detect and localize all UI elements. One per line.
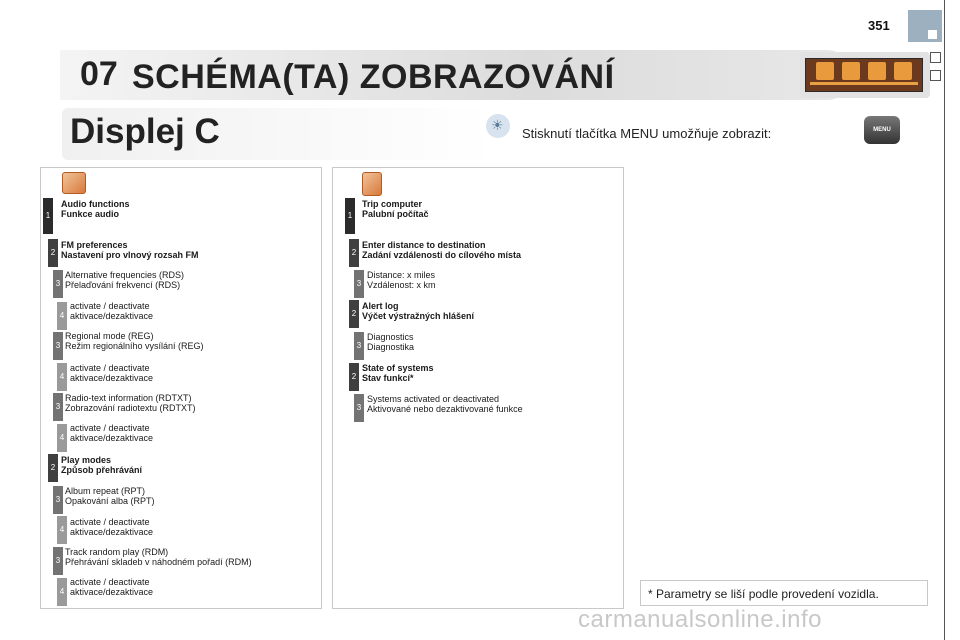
menu-item-alert-log: Alert log Výčet výstražných hlášení xyxy=(362,301,475,321)
level-marker: 4 xyxy=(57,424,67,452)
menu-item-systems-status: Systems activated or deactivated Aktivované nebo dezaktivované funkce xyxy=(367,394,523,414)
watermark: carmanualsonline.info xyxy=(578,606,822,633)
level-marker: 1 xyxy=(43,198,53,234)
trip-icon xyxy=(894,62,912,80)
vehicle-icon xyxy=(868,62,886,80)
menu-item-regional-mode: Regional mode (REG) Režim regionálního vysílání (REG) xyxy=(65,331,204,351)
display-strip xyxy=(810,82,918,85)
level-marker: 4 xyxy=(57,516,67,544)
light-icon xyxy=(486,114,510,138)
menu-item-trip-computer: Trip computer Palubní počítač xyxy=(362,199,429,219)
level-marker: 1 xyxy=(345,198,355,234)
menu-item-state-of-systems: State of systems Stav funkcí* xyxy=(362,363,434,383)
level-marker: 3 xyxy=(53,270,63,298)
page-number: 351 xyxy=(868,18,890,33)
audio-icon xyxy=(816,62,834,80)
audio-icon xyxy=(62,172,86,194)
level-marker: 3 xyxy=(53,332,63,360)
level-marker: 3 xyxy=(53,547,63,575)
level-marker: 3 xyxy=(354,270,364,298)
level-marker: 2 xyxy=(48,454,58,482)
level-marker: 3 xyxy=(354,332,364,360)
menu-item-play-modes: Play modes Způsob přehrávání xyxy=(61,455,143,475)
menu-item-audio-functions: Audio functions Funkce audio xyxy=(61,199,130,219)
chapter-title: SCHÉMA(TA) ZOBRAZOVÁNÍ xyxy=(132,58,615,96)
nav-square-1[interactable] xyxy=(930,52,941,63)
audio-menu-panel xyxy=(40,167,322,609)
level-marker: 2 xyxy=(349,239,359,267)
level-marker: 2 xyxy=(48,239,58,267)
corner-notch xyxy=(928,30,937,39)
chapter-number: 07 xyxy=(80,55,118,93)
menu-button[interactable]: MENU xyxy=(864,116,900,144)
menu-item-enter-distance: Enter distance to destination Zadání vzdálenosti do cílového místa xyxy=(362,240,522,260)
menu-item-radio-text: Radio-text information (RDTXT) Zobrazování radiotextu (RDTXT) xyxy=(65,393,196,413)
menu-item-activate-deactivate: activate / deactivate aktivace/dezaktivace xyxy=(70,517,154,537)
fuel-icon xyxy=(842,62,860,80)
menu-item-album-repeat: Album repeat (RPT) Opakování alba (RPT) xyxy=(65,486,155,506)
level-marker: 4 xyxy=(57,363,67,391)
level-marker: 3 xyxy=(354,394,364,422)
fuel-pump-icon xyxy=(362,172,382,196)
sidebar-divider xyxy=(944,0,945,640)
menu-item-fm-preferences: FM preferences Nastavení pro vlnový rozsah FM xyxy=(61,240,199,260)
menu-item-activate-deactivate: activate / deactivate aktivace/dezaktivace xyxy=(70,301,154,321)
menu-item-distance: Distance: x miles Vzdálenost: x km xyxy=(367,270,436,290)
hint-text: Stisknutí tlačítka MENU umožňuje zobrazit: xyxy=(522,126,772,141)
level-marker: 2 xyxy=(349,300,359,328)
menu-item-diagnostics: Diagnostics Diagnostika xyxy=(367,332,415,352)
menu-item-activate-deactivate: activate / deactivate aktivace/dezaktivace xyxy=(70,363,154,383)
level-marker: 4 xyxy=(57,578,67,606)
section-heading: Displej C xyxy=(70,112,220,151)
menu-item-track-random: Track random play (RDM) Přehrávání skladeb v náhodném pořadí (RDM) xyxy=(65,547,252,567)
nav-square-2[interactable] xyxy=(930,70,941,81)
trip-computer-panel xyxy=(332,167,624,609)
footnote: * Parametry se liší podle provedení vozidla. xyxy=(648,587,879,601)
menu-item-alternative-frequencies: Alternative frequencies (RDS) Přelaďování frekvencí (RDS) xyxy=(65,270,185,290)
level-marker: 4 xyxy=(57,302,67,330)
menu-item-activate-deactivate: activate / deactivate aktivace/dezaktivace xyxy=(70,423,154,443)
level-marker: 2 xyxy=(349,363,359,391)
level-marker: 3 xyxy=(53,486,63,514)
menu-item-activate-deactivate: activate / deactivate aktivace/dezaktivace xyxy=(70,577,154,597)
level-marker: 3 xyxy=(53,393,63,421)
